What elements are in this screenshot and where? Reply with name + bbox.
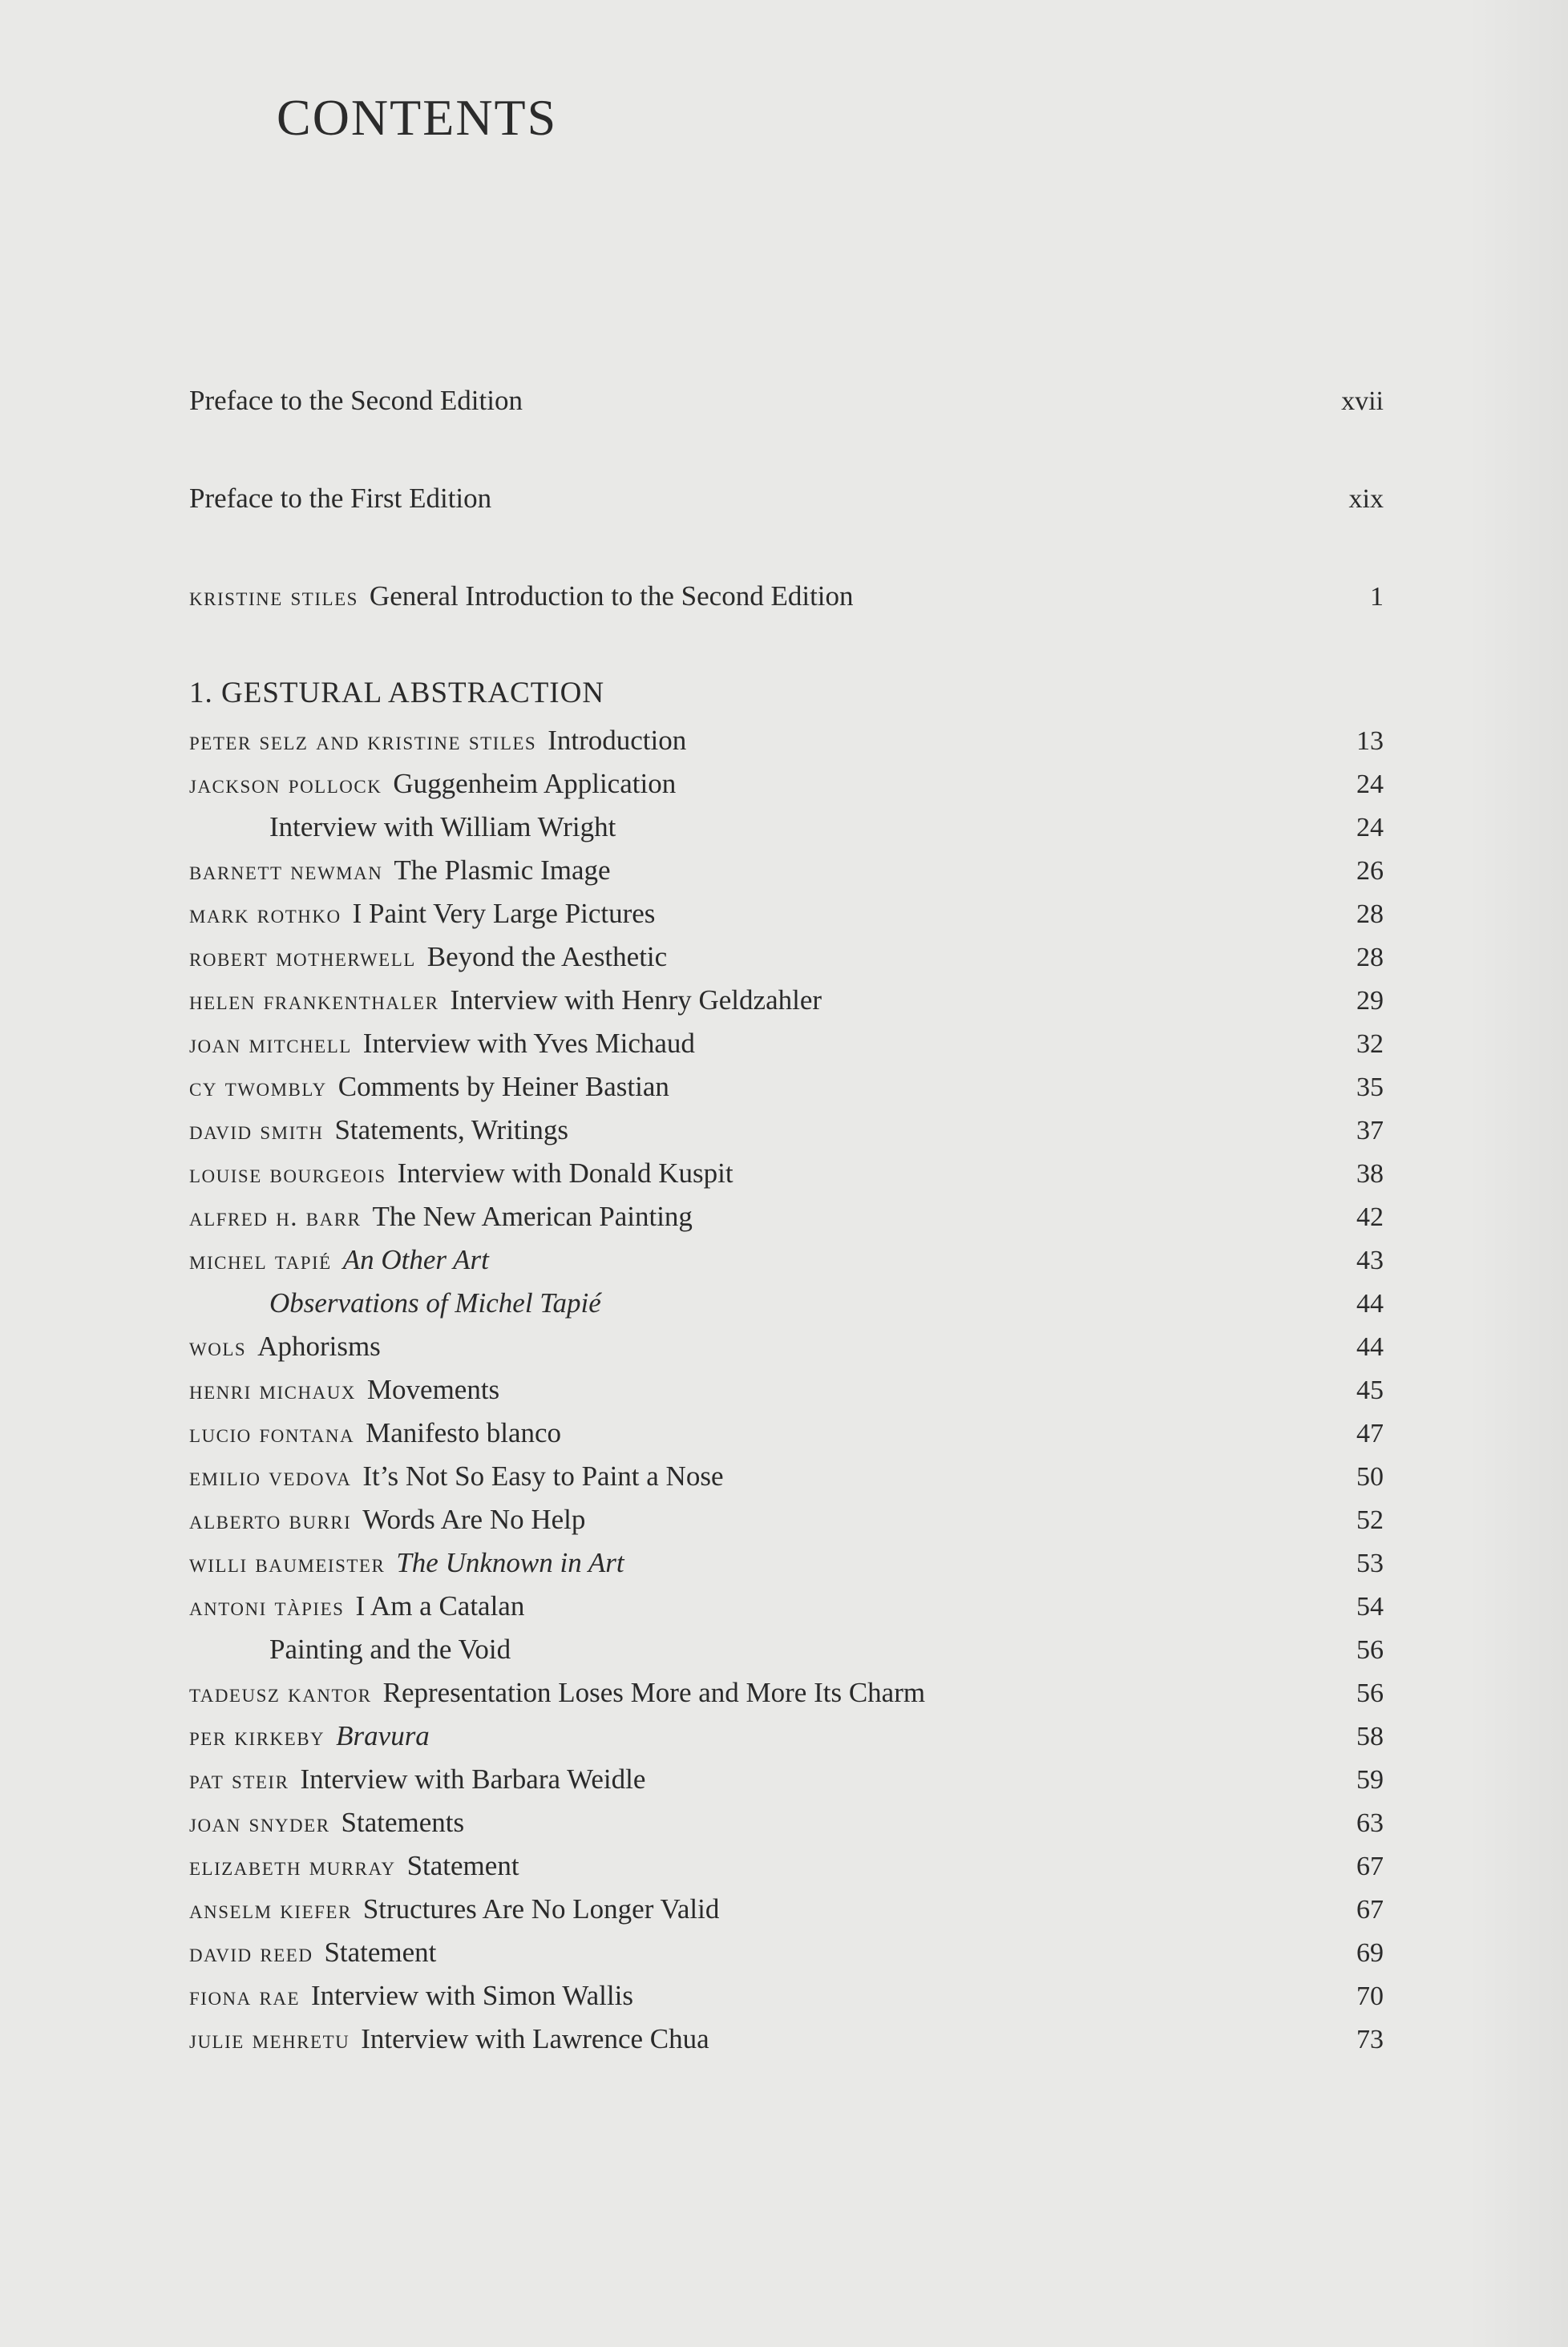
entry-page-number: 56: [1356, 1678, 1384, 1708]
toc-entry: [189, 763, 1384, 805]
entry-author: cy twombly: [189, 1073, 327, 1102]
entry-text: [189, 1590, 524, 1622]
entry-text: [189, 1937, 436, 1969]
entry-page-number: 1: [1370, 582, 1384, 612]
entry-title: Structures Are No Longer Valid: [362, 1893, 720, 1925]
entry-title: I Am a Catalan: [355, 1590, 525, 1622]
entry-page-number: 54: [1356, 1592, 1384, 1622]
entry-author: louise bourgeois: [189, 1160, 386, 1189]
entry-author: helen frankenthaler: [189, 987, 439, 1016]
entry-page-number: 56: [1356, 1635, 1384, 1665]
entry-page-number: 43: [1356, 1246, 1384, 1275]
entry-title: Statement: [406, 1850, 519, 1881]
entry-title: 1. GESTURAL ABSTRACTION: [189, 677, 605, 709]
toc-entry: [189, 1412, 1384, 1454]
entry-page-number: 42: [1356, 1202, 1384, 1232]
entry-page-number: 29: [1356, 986, 1384, 1016]
entry-page-number: 35: [1356, 1073, 1384, 1102]
entry-author: julie mehretu: [189, 2026, 350, 2054]
toc-entry: [189, 936, 1384, 978]
entry-text: [189, 1504, 585, 1536]
entry-text: [189, 1850, 519, 1882]
toc-entry: [189, 1889, 1384, 1930]
toc-entry: [189, 1283, 1384, 1324]
entry-author: tadeusz kantor: [189, 1679, 372, 1708]
entry-title: Statements, Writings: [334, 1114, 568, 1145]
entry-text: [189, 483, 491, 515]
entry-title: Interview with Yves Michaud: [362, 1028, 695, 1059]
toc-entry: [189, 1456, 1384, 1497]
toc-entry: [189, 478, 1384, 519]
entry-text: [189, 385, 523, 417]
entry-page-number: 53: [1356, 1549, 1384, 1578]
entry-page-number: 52: [1356, 1505, 1384, 1535]
entry-page-number: 37: [1356, 1116, 1384, 1145]
entry-author: willi baumeister: [189, 1549, 386, 1578]
entry-page-number: 28: [1356, 943, 1384, 972]
entry-title: Painting and the Void: [269, 1634, 511, 1665]
toc-entry: [189, 1759, 1384, 1800]
entry-title: Words Are No Help: [362, 1504, 586, 1535]
entry-author: elizabeth murray: [189, 1852, 396, 1881]
entry-text: [269, 1287, 601, 1319]
entry-page-number: 26: [1356, 856, 1384, 886]
entry-author: kristine stiles: [189, 583, 358, 612]
entry-text: [189, 725, 686, 757]
toc-entry: [189, 1153, 1384, 1194]
entry-title: Comments by Heiner Bastian: [337, 1071, 669, 1102]
toc-entry: [189, 2018, 1384, 2060]
entry-title: Beyond the Aesthetic: [426, 941, 668, 972]
entry-title: Statement: [324, 1937, 437, 1968]
entry-page-number: 45: [1356, 1375, 1384, 1405]
entry-page-number: 50: [1356, 1462, 1384, 1492]
entry-author: jackson pollock: [189, 770, 382, 799]
entry-text: [189, 676, 604, 710]
entry-text: [189, 768, 676, 800]
entry-page-number: 28: [1356, 899, 1384, 929]
entry-page-number: 44: [1356, 1289, 1384, 1319]
entry-title: Preface to the First Edition: [189, 483, 492, 514]
entry-page-number: 73: [1356, 2025, 1384, 2054]
entry-page-number: 59: [1356, 1765, 1384, 1795]
toc-entry: [189, 1326, 1384, 1367]
entry-author: robert motherwell: [189, 943, 416, 972]
entry-title: Interview with William Wright: [269, 811, 616, 842]
entry-text: [189, 941, 667, 973]
toc-entry: [189, 1975, 1384, 2017]
entry-page-number: 63: [1356, 1808, 1384, 1838]
toc-entry: [189, 1932, 1384, 1973]
entry-page-number: 58: [1356, 1722, 1384, 1751]
entry-text: [189, 1157, 733, 1190]
entry-title: I Paint Very Large Pictures: [352, 898, 656, 929]
entry-author: david reed: [189, 1939, 313, 1968]
entry-author: michel tapié: [189, 1246, 332, 1275]
toc-entry: [189, 1672, 1384, 1714]
entry-author: wols: [189, 1333, 247, 1362]
toc-entry: [189, 1715, 1384, 1757]
entry-page-number: 24: [1356, 813, 1384, 842]
toc-entry: [189, 1542, 1384, 1584]
toc-entry: [189, 1369, 1384, 1411]
entry-page-number: 32: [1356, 1029, 1384, 1059]
entry-author: fiona rae: [189, 1982, 301, 2011]
entry-author: david smith: [189, 1117, 324, 1145]
entry-title: Introduction: [548, 725, 687, 756]
entry-title: Representation Loses More and More Its Charm: [382, 1677, 926, 1708]
toc-entry: [189, 1586, 1384, 1627]
entry-author: joan snyder: [189, 1809, 330, 1838]
entry-text: [189, 580, 854, 612]
entry-title: Manifesto blanco: [366, 1417, 562, 1448]
page-edge-shadow: [1467, 0, 1568, 2347]
toc-entry: [189, 380, 1384, 422]
entry-author: lucio fontana: [189, 1420, 355, 1448]
entry-text: [269, 811, 616, 843]
entry-title: General Introduction to the Second Edition: [369, 580, 854, 612]
entry-text: [189, 854, 611, 887]
entry-title: It’s Not So Easy to Paint a Nose: [362, 1460, 724, 1492]
entry-text: [189, 898, 655, 930]
toc-entry: [189, 1239, 1384, 1281]
entry-title: Observations of Michel Tapié: [269, 1287, 601, 1319]
entry-title: The Plasmic Image: [394, 854, 611, 886]
entry-title: Preface to the Second Edition: [189, 385, 523, 416]
toc-entry: [189, 1845, 1384, 1887]
entry-author: per kirkeby: [189, 1723, 325, 1751]
toc-entry: [189, 1499, 1384, 1541]
toc-entry: [189, 1802, 1384, 1844]
entry-text: [189, 1417, 561, 1449]
toc-entry: [189, 1109, 1384, 1151]
entry-text: [189, 1807, 464, 1839]
toc-entry: [189, 850, 1384, 891]
entry-page-number: 70: [1356, 1981, 1384, 2011]
entry-title: An Other Art: [342, 1244, 489, 1275]
toc-entry: [189, 1066, 1384, 1108]
entry-text: [189, 1374, 499, 1406]
entry-author: joan mitchell: [189, 1030, 352, 1059]
entry-text: [189, 1331, 381, 1363]
entry-author: anselm kiefer: [189, 1896, 352, 1925]
entry-page-number: 24: [1356, 770, 1384, 799]
entry-author: antoni tàpies: [189, 1593, 345, 1622]
entry-text: [189, 1114, 568, 1146]
entry-title: Interview with Barbara Weidle: [300, 1763, 646, 1795]
entry-text: [189, 1677, 925, 1709]
entry-title: Interview with Donald Kuspit: [397, 1157, 733, 1189]
entry-title: The New American Painting: [372, 1201, 693, 1232]
entry-page-number: 13: [1356, 726, 1384, 756]
entry-text: [189, 1244, 489, 1276]
toc-entry: [189, 980, 1384, 1021]
entry-title: Bravura: [336, 1720, 430, 1751]
entry-text: [189, 1720, 430, 1752]
entry-author: henri michaux: [189, 1376, 356, 1405]
entry-page-number: xix: [1348, 484, 1384, 514]
entry-title: Interview with Henry Geldzahler: [450, 984, 822, 1016]
entry-author: alberto burri: [189, 1506, 352, 1535]
entry-title: Interview with Lawrence Chua: [361, 2023, 709, 2054]
entry-page-number: 47: [1356, 1419, 1384, 1448]
entry-author: emilio vedova: [189, 1463, 352, 1492]
entry-title: Aphorisms: [257, 1331, 381, 1362]
entry-page-number: 69: [1356, 1938, 1384, 1968]
entry-page-number: 38: [1356, 1159, 1384, 1189]
entry-title: Guggenheim Application: [393, 768, 677, 799]
entry-text: [189, 1763, 645, 1796]
toc-entry: [189, 576, 1384, 617]
entry-author: barnett newman: [189, 857, 383, 886]
entry-text: [189, 1547, 624, 1579]
entry-author: alfred h. barr: [189, 1203, 362, 1232]
entry-page-number: xvii: [1341, 386, 1384, 416]
entry-text: [189, 1201, 693, 1233]
entry-author: pat steir: [189, 1766, 289, 1795]
entry-author: peter selz and kristine stiles: [189, 727, 537, 756]
entry-title: Statements: [341, 1807, 465, 1838]
entry-text: [189, 1071, 669, 1103]
entry-text: [269, 1634, 511, 1666]
entry-text: [189, 1460, 724, 1493]
entry-page-number: 67: [1356, 1895, 1384, 1925]
section-heading: [189, 673, 1384, 715]
toc-entry: [189, 1196, 1384, 1238]
entry-text: [189, 1893, 719, 1925]
entry-text: [189, 984, 822, 1016]
toc-entry: [189, 893, 1384, 935]
entry-title: The Unknown in Art: [396, 1547, 624, 1578]
entry-text: [189, 2023, 709, 2055]
toc-entry: [189, 1023, 1384, 1064]
entry-text: [189, 1980, 633, 2012]
page-title: CONTENTS: [277, 89, 558, 146]
entry-text: [189, 1028, 695, 1060]
toc-entry: [189, 720, 1384, 761]
entry-page-number: 67: [1356, 1852, 1384, 1881]
toc-entry: [189, 806, 1384, 848]
entry-title: Movements: [366, 1374, 500, 1405]
toc-entry: [189, 1629, 1384, 1670]
entry-page-number: 44: [1356, 1332, 1384, 1362]
entry-title: Interview with Simon Wallis: [311, 1980, 633, 2011]
entry-author: mark rothko: [189, 900, 341, 929]
